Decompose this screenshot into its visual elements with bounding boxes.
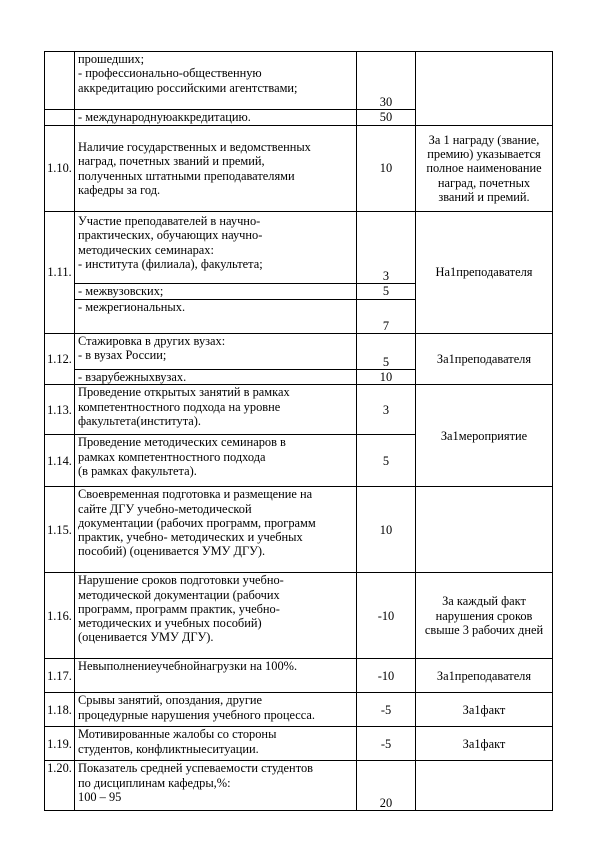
desc-line: пособий) (оценивается УМУ ДГУ). bbox=[78, 544, 266, 559]
row-description bbox=[75, 659, 357, 693]
table-row bbox=[45, 212, 553, 284]
row-points: 10 bbox=[357, 370, 416, 385]
row-number: 1.10. bbox=[45, 126, 75, 212]
note-text: На1преподавателя bbox=[435, 265, 533, 280]
table-row bbox=[45, 573, 553, 659]
row-points: -5 bbox=[357, 727, 416, 761]
table-row bbox=[45, 761, 553, 811]
desc-line: Наличие государственных и ведомственных bbox=[78, 139, 311, 154]
row-number: 1.20. bbox=[45, 761, 75, 811]
desc-line: (в рамках факультета). bbox=[78, 463, 197, 478]
row-number: 1.13. bbox=[45, 385, 75, 435]
desc-line: студентов, конфликтныеситуации. bbox=[78, 741, 259, 756]
desc-line: Проведение открытых занятий в рамках bbox=[78, 385, 290, 400]
row-description bbox=[75, 300, 357, 334]
desc-line: кафедры за год. bbox=[78, 182, 161, 197]
note-text: За1мероприятие bbox=[440, 428, 528, 443]
row-description bbox=[75, 370, 357, 385]
row-note bbox=[416, 659, 553, 693]
row-description bbox=[75, 727, 357, 761]
row-description bbox=[75, 110, 357, 126]
note-text: За1преподавателя bbox=[436, 668, 532, 683]
desc-line: - профессионально-общественную bbox=[78, 66, 262, 81]
desc-line: Стажировка в других вузах: bbox=[78, 334, 226, 348]
desc-line: методических и учебных пособий) bbox=[78, 616, 262, 631]
row-points: 3 bbox=[357, 385, 416, 435]
desc-line: - международнуюаккредитацию. bbox=[78, 110, 251, 124]
desc-line: программ, программ практик, учебно- bbox=[78, 601, 280, 616]
row-number: 1.16. bbox=[45, 573, 75, 659]
desc-line: полученных штатными преподавателями bbox=[78, 168, 295, 183]
desc-line: - института (филиала), факультета; bbox=[78, 256, 263, 271]
note-text: За каждый факт нарушения сроков свыше 3 рабочих дней bbox=[424, 594, 544, 637]
table-row bbox=[45, 487, 553, 573]
desc-line: Срывы занятий, опоздания, другие bbox=[78, 693, 263, 708]
row-description bbox=[75, 385, 357, 435]
row-description bbox=[75, 284, 357, 300]
row-description bbox=[75, 761, 357, 811]
table-row bbox=[45, 727, 553, 761]
desc-line: практических, обучающих научно- bbox=[78, 228, 263, 243]
row-points: 5 bbox=[357, 284, 416, 300]
table-row bbox=[45, 693, 553, 727]
note-text: За1преподавателя bbox=[436, 352, 532, 366]
row-description bbox=[75, 693, 357, 727]
desc-line: 100 – 95 bbox=[78, 789, 122, 804]
row-number: 1.11. bbox=[45, 212, 75, 334]
row-description bbox=[75, 126, 357, 212]
desc-line: сайте ДГУ учебно-методической bbox=[78, 501, 252, 516]
desc-line: Мотивированные жалобы со стороны bbox=[78, 727, 277, 742]
desc-line: Невыполнениеучебнойнагрузки на 100%. bbox=[78, 659, 298, 674]
row-points: 3 bbox=[357, 212, 416, 284]
criteria-table bbox=[44, 51, 553, 811]
row-note bbox=[416, 385, 553, 487]
row-note bbox=[416, 573, 553, 659]
desc-line: компетентностного подхода на уровне bbox=[78, 399, 281, 414]
row-number: 1.15. bbox=[45, 487, 75, 573]
row-description bbox=[75, 212, 357, 284]
desc-line: наград, почетных званий и премий, bbox=[78, 154, 265, 169]
row-points: -10 bbox=[357, 659, 416, 693]
row-points: 5 bbox=[357, 334, 416, 370]
note-text: За 1 награду (звание, премию) указывается полное наименование наград, почетных званий и премий. bbox=[426, 132, 542, 204]
desc-line: Проведение методических семинаров в bbox=[78, 435, 286, 450]
note-text: За1факт bbox=[462, 736, 506, 751]
row-points: 20 bbox=[357, 761, 416, 811]
row-note bbox=[416, 487, 553, 573]
row-note bbox=[416, 212, 553, 334]
desc-line: документации (рабочих программ, программ bbox=[78, 515, 316, 530]
row-points: 10 bbox=[357, 487, 416, 573]
table-row bbox=[45, 385, 553, 435]
desc-line: - взарубежныхвузах. bbox=[78, 370, 187, 384]
row-points: 50 bbox=[357, 110, 416, 126]
note-text: За1факт bbox=[462, 702, 506, 717]
row-note bbox=[416, 334, 553, 385]
row-number bbox=[45, 110, 75, 126]
row-number bbox=[45, 52, 75, 110]
row-number: 1.19. bbox=[45, 727, 75, 761]
desc-line: аккредитацию российскими агентствами; bbox=[78, 80, 298, 95]
row-description bbox=[75, 487, 357, 573]
row-points: 10 bbox=[357, 126, 416, 212]
desc-line: практик, учебно- методических и учебных bbox=[78, 530, 303, 545]
row-note bbox=[416, 727, 553, 761]
desc-line: методической документации (рабочих bbox=[78, 587, 280, 602]
row-note bbox=[416, 693, 553, 727]
row-points: -10 bbox=[357, 573, 416, 659]
desc-line: Нарушение сроков подготовки учебно- bbox=[78, 573, 284, 588]
row-description bbox=[75, 573, 357, 659]
desc-line: прошедших; bbox=[78, 52, 145, 66]
row-points: -5 bbox=[357, 693, 416, 727]
row-points: 5 bbox=[357, 435, 416, 487]
table-row bbox=[45, 126, 553, 212]
desc-line: Показатель средней успеваемости студентов bbox=[78, 761, 313, 776]
row-description bbox=[75, 52, 357, 110]
desc-line: процедурные нарушения учебного процесса. bbox=[78, 707, 316, 722]
row-number: 1.12. bbox=[45, 334, 75, 385]
row-note bbox=[416, 761, 553, 811]
row-note bbox=[416, 52, 553, 126]
desc-line: - межрегиональных. bbox=[78, 300, 186, 314]
row-number: 1.17. bbox=[45, 659, 75, 693]
desc-line: - межвузовских; bbox=[78, 284, 164, 298]
desc-line: факультета(института). bbox=[78, 413, 202, 428]
row-points: 30 bbox=[357, 52, 416, 110]
row-number: 1.18. bbox=[45, 693, 75, 727]
table-row bbox=[45, 52, 553, 110]
row-points: 7 bbox=[357, 300, 416, 334]
desc-line: Своевременная подготовка и размещение на bbox=[78, 487, 313, 502]
desc-line: - в вузах России; bbox=[78, 348, 167, 363]
table-row bbox=[45, 334, 553, 370]
row-description bbox=[75, 435, 357, 487]
desc-line: методических семинарах: bbox=[78, 242, 214, 257]
table-row bbox=[45, 659, 553, 693]
desc-line: по дисциплинам кафедры,%: bbox=[78, 775, 231, 790]
desc-line: рамках компетентностного подхода bbox=[78, 449, 266, 464]
desc-line: Участие преподавателей в научно- bbox=[78, 214, 261, 228]
row-note bbox=[416, 126, 553, 212]
row-number: 1.14. bbox=[45, 435, 75, 487]
row-description bbox=[75, 334, 357, 370]
desc-line: (оценивается УМУ ДГУ). bbox=[78, 630, 214, 645]
